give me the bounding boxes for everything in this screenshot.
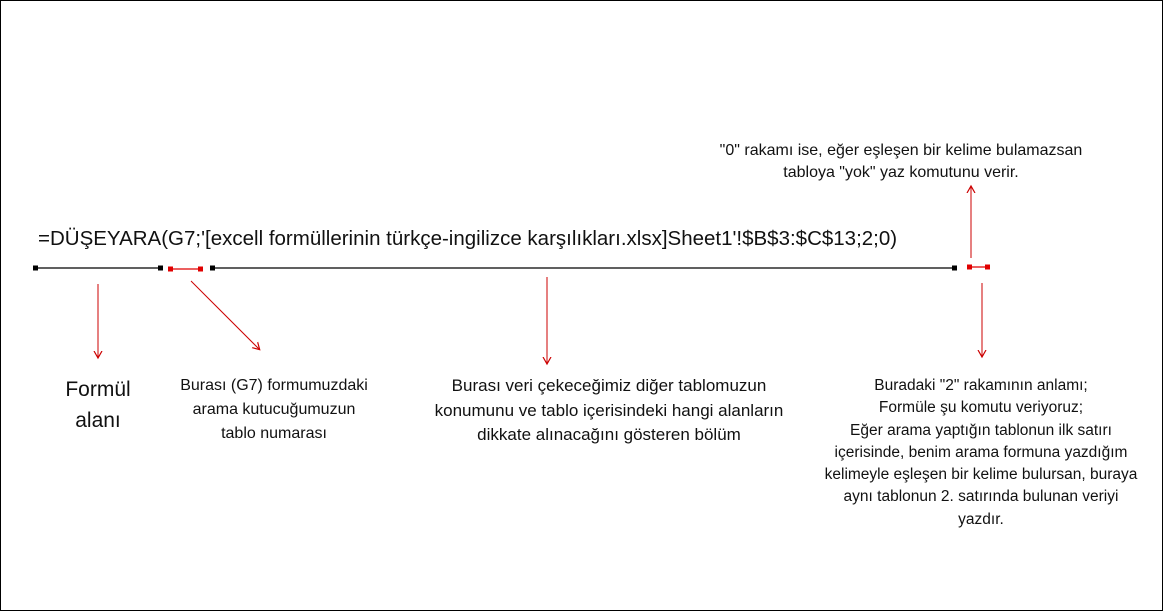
note-column-index: Buradaki "2" rakamının anlamı; Formüle şu komutu veriyoruz; Eğer arama yaptığın tablonun ilk satırı içerisinde, benim arama formuna yazdığım kelimeyle eşleşen bir kelime bulursan, buraya aynı tablonun 2. satırında bulunan veriyi yazdır.	[824, 377, 1138, 528]
bracket-two-zero	[967, 265, 990, 270]
note-g7-lookup-cell: Burası (G7) formumuzdaki arama kutucuğumuzun tablo numarası	[180, 377, 368, 442]
note-formula-area: Formül alanı	[65, 378, 131, 432]
formula-text: =DÜŞEYARA(G7;'[excell formüllerinin türkçe-ingilizce karşılıkları.xlsx]Sheet1'!$B$3:$C$13;2;0)	[38, 227, 898, 250]
note-zero-argument: "0" rakamı ise, eğer eşleşen bir kelime bulamazsan tabloya "yok" yaz komutunu verir.	[719, 142, 1083, 181]
bracket-formula-area	[33, 266, 163, 271]
note-table-range: Burası veri çekeceğimiz diğer tablomuzun konumunu ve tablo içerisindeki hangi alanların dikkate alınacağını gösteren bölüm	[434, 376, 784, 444]
bracket-range	[210, 266, 957, 271]
bracket-g7	[168, 267, 203, 272]
arrow-g7	[191, 281, 259, 349]
